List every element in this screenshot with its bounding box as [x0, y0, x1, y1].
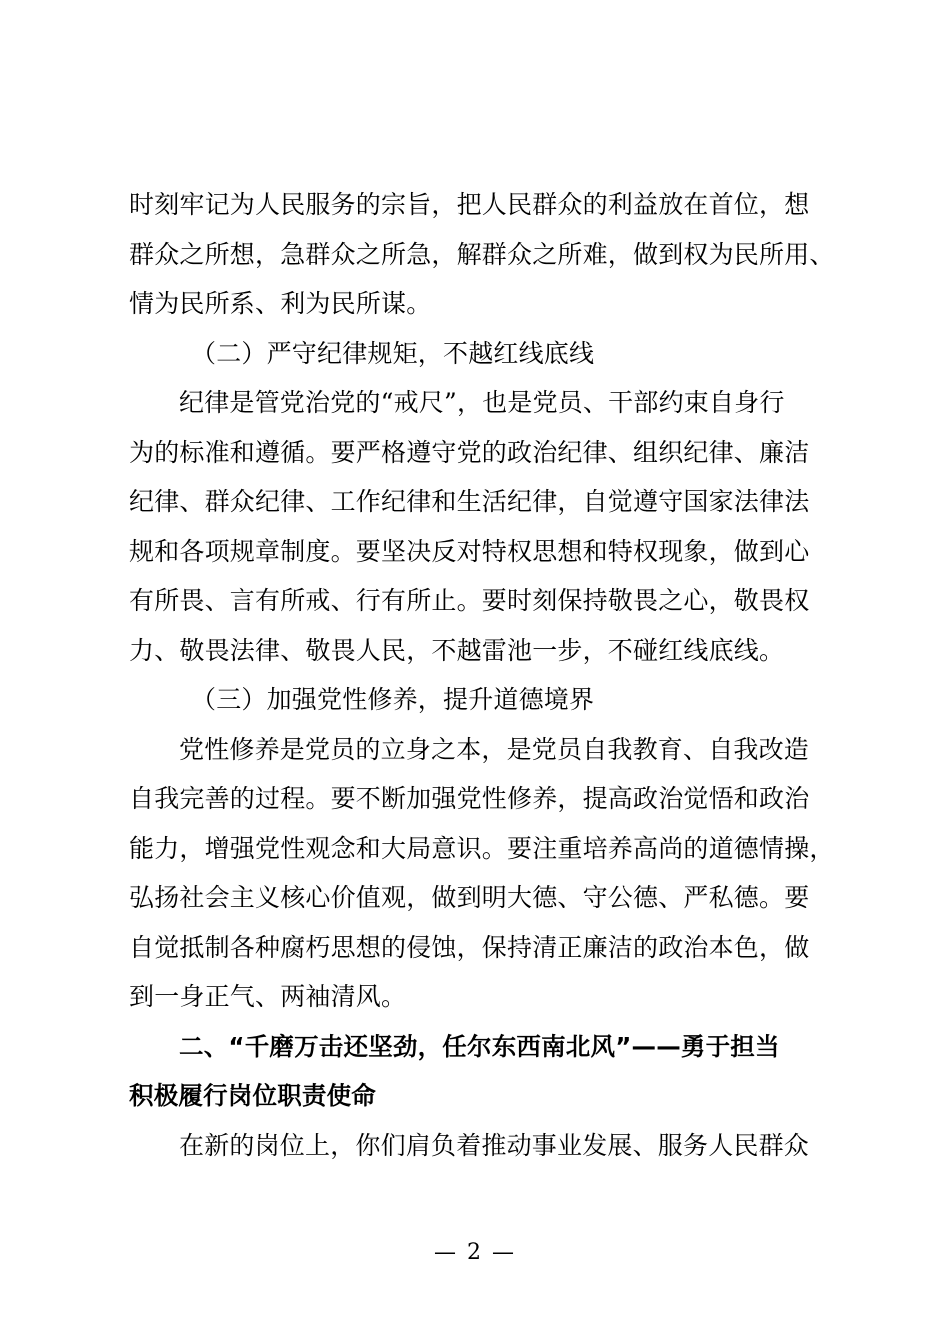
paragraph-line: 力、敬畏法律、敬畏人民，不越雷池一步，不碰红线底线。: [129, 635, 785, 665]
paragraph-line: 到一身正气、两袖清风。: [129, 982, 407, 1011]
paragraph-line: 纪律、群众纪律、工作纪律和生活纪律，自觉遵守国家法律法: [129, 487, 810, 516]
document-body: [129, 180, 839, 1170]
section-heading-line: 二、“千磨万击还坚劲，任尔东西南北风”——勇于担当: [179, 1031, 780, 1061]
paragraph-line: 情为民所系、利为民所谋。: [129, 289, 432, 318]
paragraph-line: 规和各项规章制度。要坚决反对特权思想和特权现象，做到心: [129, 536, 810, 566]
paragraph-line: 自觉抵制各种腐朽思想的侵蚀，保持清正廉洁的政治本色，做: [129, 932, 810, 962]
subsection-heading: （三）加强党性修养，提升道德境界: [191, 685, 595, 714]
subsection-heading: （二）严守纪律规矩，不越红线底线: [191, 338, 595, 368]
paragraph-line: 时刻牢记为人民服务的宗旨，把人民群众的利益放在首位，想: [129, 190, 810, 219]
paragraph-line: 弘扬社会主义核心价值观，做到明大德、守公德、严私德。要: [129, 883, 810, 912]
section-heading-line: 积极履行岗位职责使命: [129, 1081, 376, 1110]
paragraph-line: 有所畏、言有所戒、行有所止。要时刻保持敬畏之心，敬畏权: [129, 586, 810, 615]
paragraph-line: 党性修养是党员的立身之本，是党员自我教育、自我改造: [179, 734, 810, 764]
paragraph-line: 能力，增强党性观念和大局意识。要注重培养高尚的道德情操，: [129, 833, 835, 863]
paragraph-line: 自我完善的过程。要不断加强党性修养，提高政治觉悟和政治: [129, 784, 810, 813]
page-number: — 2 —: [434, 1240, 516, 1265]
paragraph-line: 为的标准和遵循。要严格遵守党的政治纪律、组织纪律、廉洁: [129, 437, 810, 467]
paragraph-line: 在新的岗位上，你们肩负着推动事业发展、服务人民群众: [179, 1130, 810, 1160]
paragraph-line: 群众之所想，急群众之所急，解群众之所难，做到权为民所用、: [129, 239, 835, 269]
paragraph-line: 纪律是管党治党的“戒尺”，也是党员、干部约束自身行: [179, 388, 785, 417]
